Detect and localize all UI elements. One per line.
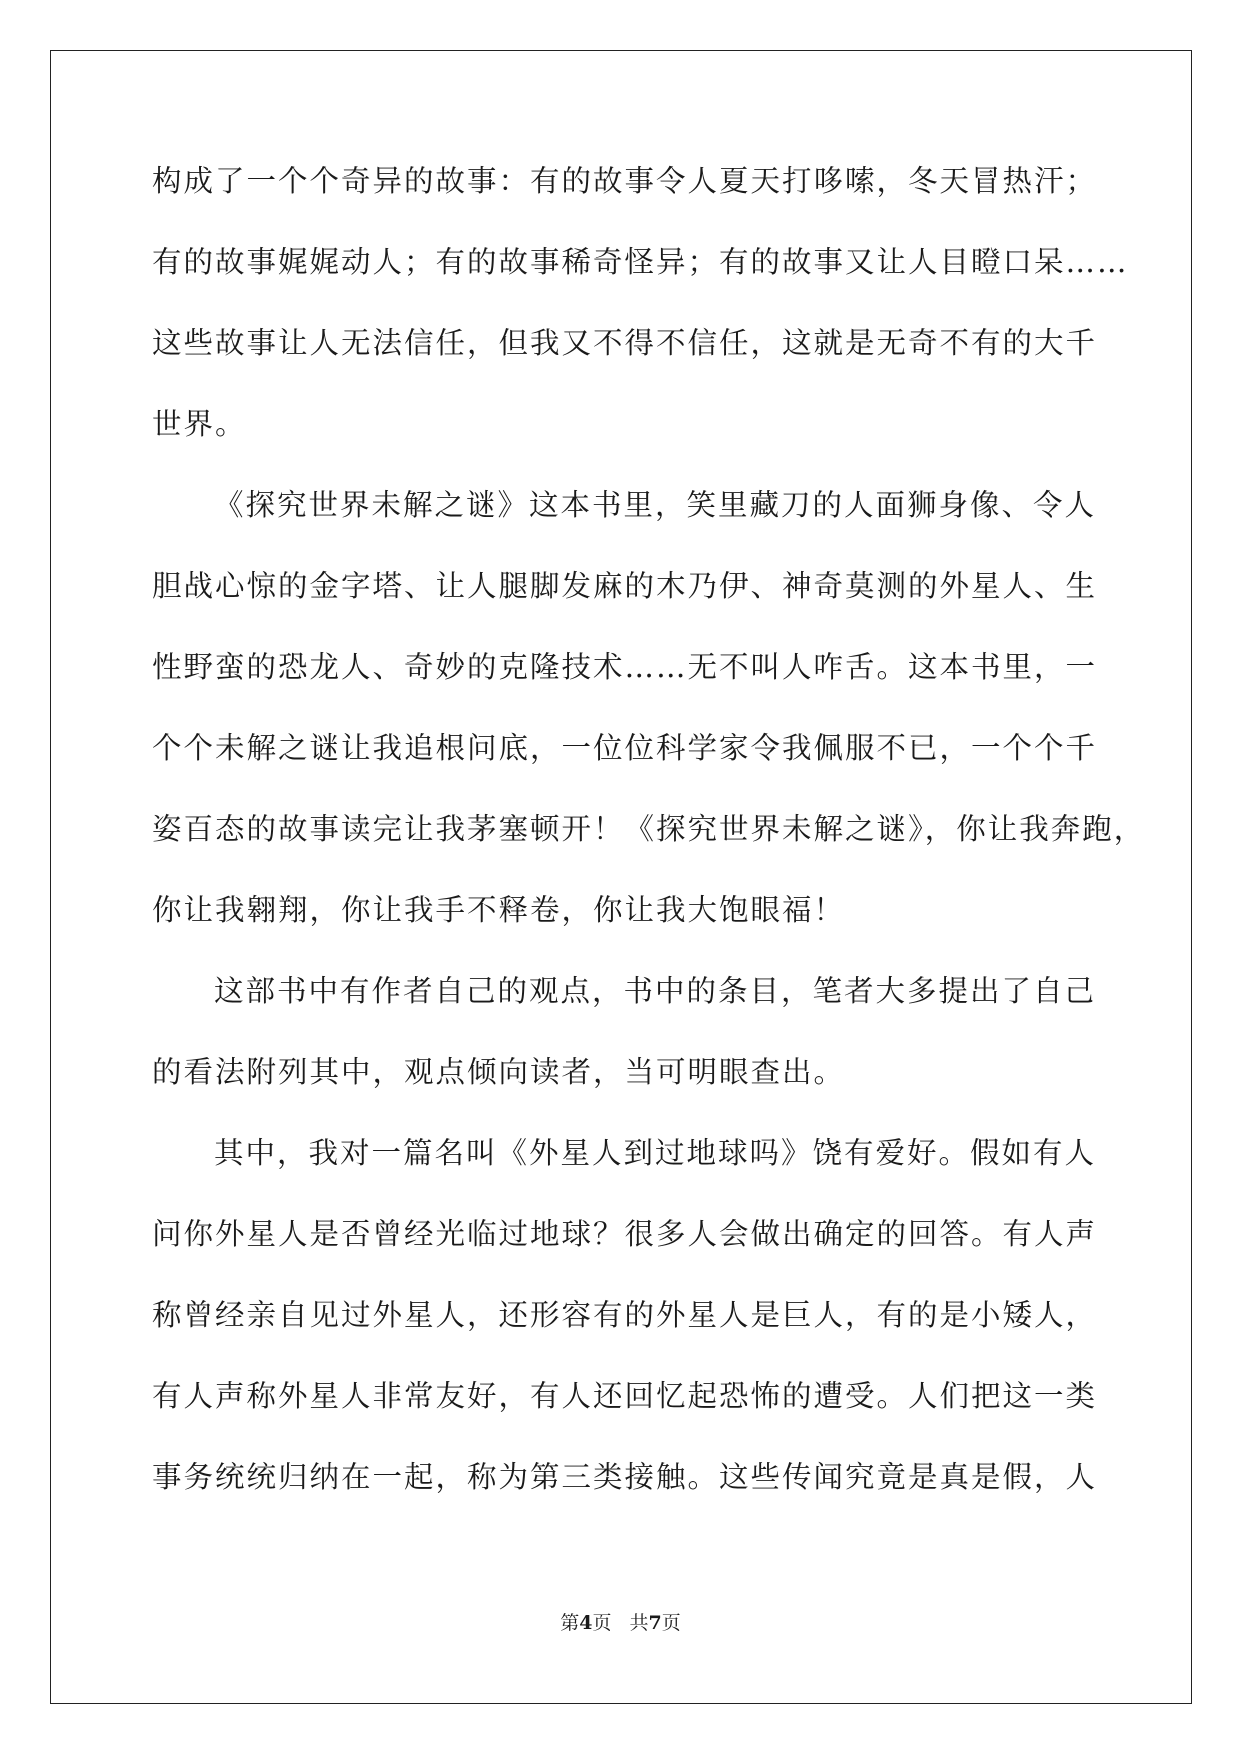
text-line-6: 胆战心惊的金字塔、让人腿脚发麻的木乃伊、神奇莫测的外星人、生 (152, 569, 1098, 603)
page-footer (0, 1608, 1241, 1635)
text-line-15: 称曾经亲自见过外星人，还形容有的外星人是巨人，有的是小矮人， (152, 1298, 1098, 1332)
total-prefix: 共 (629, 1612, 649, 1634)
page-suffix: 页 (592, 1612, 612, 1634)
text-line-12: 的看法附列其中，观点倾向读者，当可明眼查出。 (152, 1055, 846, 1089)
text-line-11: 这部书中有作者自己的观点，书中的条目，笔者大多提出了自己 (214, 974, 1097, 1008)
text-line-3: 这些故事让人无法信任，但我又不得不信任，这就是无奇不有的大千 (152, 326, 1098, 360)
text-line-13: 其中，我对一篇名叫《外星人到过地球吗》饶有爱好。假如有人 (214, 1136, 1097, 1170)
total-suffix: 页 (661, 1612, 681, 1634)
text-line-16: 有人声称外星人非常友好，有人还回忆起恐怖的遭受。人们把这一类 (152, 1379, 1098, 1413)
page-current: 4 (579, 1612, 593, 1634)
text-line-9: 姿百态的故事读完让我茅塞顿开！《探究世界未解之谜》，你让我奔跑， (152, 812, 1146, 846)
text-line-10: 你让我翱翔，你让我手不释卷，你让我大饱眼福！ (152, 893, 846, 927)
text-line-2: 有的故事娓娓动人；有的故事稀奇怪异；有的故事又让人目瞪口呆…… (152, 245, 1129, 279)
text-line-17: 事务统统归纳在一起，称为第三类接触。这些传闻究竟是真是假，人 (152, 1460, 1098, 1494)
text-line-1: 构成了一个个奇异的故事：有的故事令人夏天打哆嗦，冬天冒热汗； (152, 164, 1098, 198)
page-prefix: 第 (560, 1612, 580, 1634)
page-total: 7 (648, 1612, 662, 1634)
text-line-7: 性野蛮的恐龙人、奇妙的克隆技术……无不叫人咋舌。这本书里，一 (152, 650, 1098, 684)
text-line-5: 《探究世界未解之谜》这本书里，笑里藏刀的人面狮身像、令人 (214, 488, 1097, 522)
text-line-4: 世界。 (152, 407, 247, 441)
text-line-14: 问你外星人是否曾经光临过地球？很多人会做出确定的回答。有人声 (152, 1217, 1098, 1251)
document-body (152, 160, 1146, 1537)
text-line-8: 个个未解之谜让我追根问底，一位位科学家令我佩服不已，一个个千 (152, 731, 1098, 765)
